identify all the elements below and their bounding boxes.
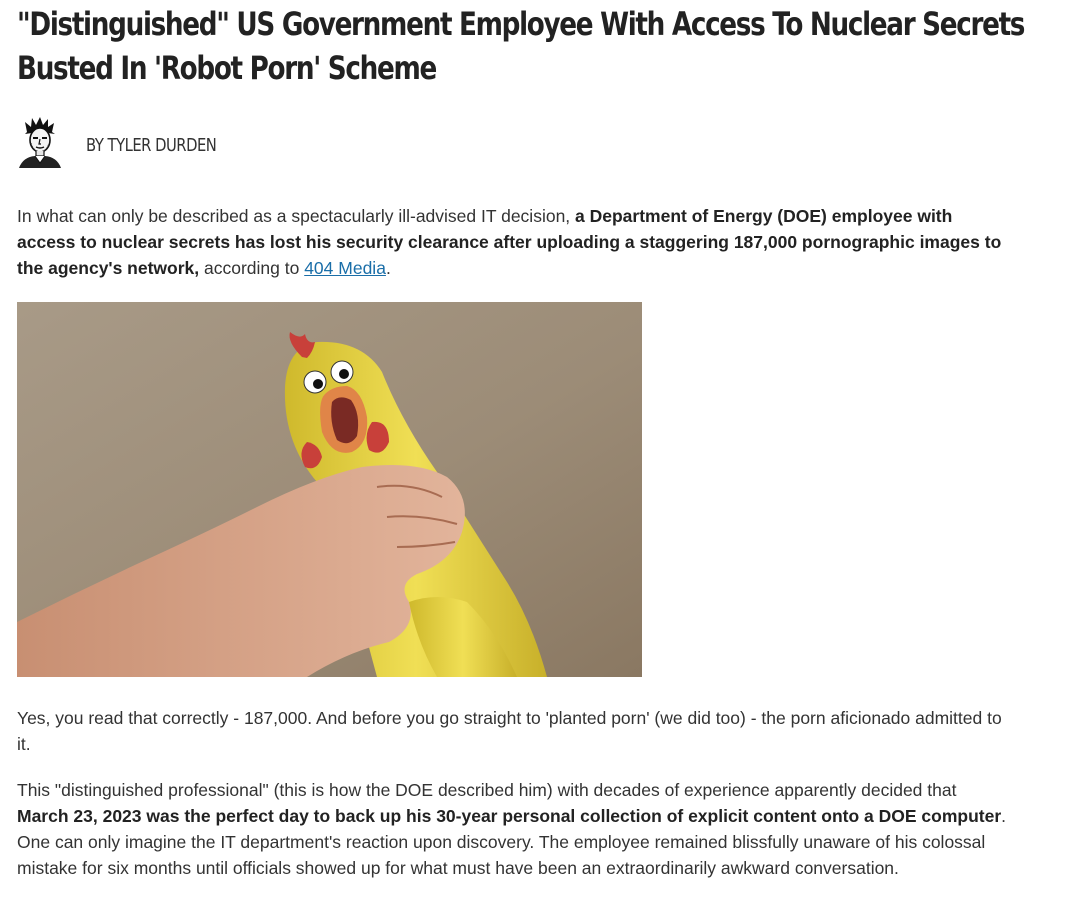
- intro-paragraph: [17, 203, 1007, 281]
- third-intro-text: This "distinguished professional" (this is how the DOE described him) with decades of experience apparently decided that: [17, 780, 957, 800]
- second-paragraph: Yes, you read that correctly - 187,000. And before you go straight to 'planted porn' (we did too) - the porn aficionado admitted to it.: [17, 708, 1002, 754]
- intro-bold-text: a Department of Energy (DOE) employee with access to nuclear secrets has lost his security clearance after uploading a staggering 187,000 pornographic images to the agency's network,: [17, 206, 1002, 278]
- author-avatar-icon[interactable]: [17, 116, 63, 168]
- according-text: according to: [199, 258, 305, 278]
- byline: [17, 116, 245, 168]
- article: [17, 0, 1057, 878]
- intro-text: In what can only be described as a spectacularly ill-advised IT decision,: [17, 206, 576, 226]
- third-rest-text: . One can only imagine the IT department's reaction upon discovery. The employee remained blissfully unaware of his colossal mistake for six months until officials showed up for what must have been an extraordinarily awkward conversation.: [17, 806, 1007, 878]
- third-bold-text: March 23, 2023 was the perfect day to back up his 30-year personal collection of explicit content onto a DOE computer: [17, 806, 1002, 826]
- author-byline[interactable]: BY TYLER DURDEN: [86, 134, 217, 156]
- intro-end-punct: .: [385, 258, 391, 278]
- source-link-404-media[interactable]: 404 Media: [304, 258, 386, 278]
- third-paragraph: [17, 777, 1007, 881]
- article-headline: "Distinguished" US Government Employee With Access To Nuclear Secrets Busted In 'Robot Porn' Scheme: [17, 5, 1025, 87]
- rubber-chicken-photo: [17, 302, 642, 677]
